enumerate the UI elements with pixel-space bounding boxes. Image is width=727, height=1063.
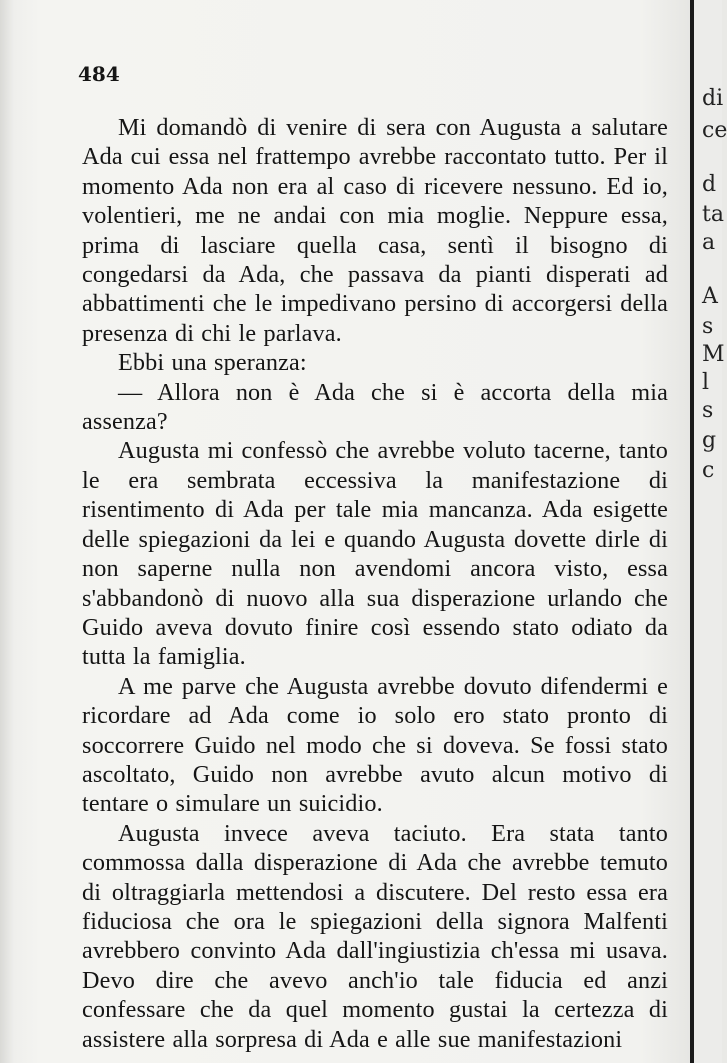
paragraph-1: Mi domandò di venire di sera con Augusta a salutare Ada cui essa nel frattempo avrebbe raccontato tutto. Per il momento Ada non era al caso di ricevere nessuno. Ed io, volentieri, me ne andai con mia moglie. Neppure essa, prima di lasciare quella casa, sentì il bisogno di congedarsi da Ada, che passava da pianti disperati ad abbattimenti che le impedivano persino di accorgersi della presenza di chi le parlava. [82, 114, 668, 347]
paragraph-6: Augusta invece aveva taciuto. Era stata tanto commossa dalla disperazione di Ada che avrebbe temuto di oltraggiarla mettendosi a discutere. Del resto essa era fiduciosa che ora le spiegazioni della signora Malfenti avrebbero convinto Ada dall'ingiustizia ch'essa mi usava. Devo dire che avevo anch'io tale fiducia ed anzi confessare che da quel momento gustai la certezza di assistere alla sorpresa di Ada e alle sue manifestazioni [82, 819, 668, 1053]
adjacent-fragment: l [702, 370, 710, 395]
adjacent-fragment: ta [702, 202, 724, 227]
adjacent-page-edge [694, 0, 727, 1063]
adjacent-fragment: A [702, 284, 718, 309]
adjacent-fragment: M [702, 342, 725, 367]
adjacent-fragment: a [702, 230, 716, 255]
adjacent-fragment: ce [702, 118, 727, 143]
adjacent-fragment: s [702, 314, 714, 339]
paragraph-3: — Allora non è Ada che si è accorta della mia assenza? [82, 378, 668, 436]
page-number: 484 [78, 62, 120, 86]
paragraph-2: Ebbi una speranza: [118, 349, 307, 377]
paragraph-5: A me parve che Augusta avrebbe dovuto difendermi e ricordare ad Ada come io solo ero stato pronto di soccorrere Guido nel modo che si doveva. Se fossi stato ascoltato, Guido non avrebbe avuto alcun motivo di tentare o simulare un suicidio. [82, 672, 668, 818]
adjacent-fragment: c [702, 458, 715, 483]
adjacent-fragment: d [702, 172, 717, 197]
adjacent-fragment: di [702, 86, 724, 111]
adjacent-fragment: g [702, 428, 717, 453]
adjacent-fragment: s [702, 398, 714, 423]
paragraph-4: Augusta mi confessò che avrebbe voluto tacerne, tanto le era sembrata eccessiva la manifestazione di risentimento di Ada per tale mia mancanza. Ada esigette delle spiegazioni da lei e quando Augusta dovette dirle di non saperne nulla non avendomi ancora visto, essa s'abbandonò di nuovo alla sua disperazione urlando che Guido aveva dovuto finire così essendo stato odiato da tutta la famiglia. [82, 437, 668, 671]
body-text [82, 113, 668, 1054]
